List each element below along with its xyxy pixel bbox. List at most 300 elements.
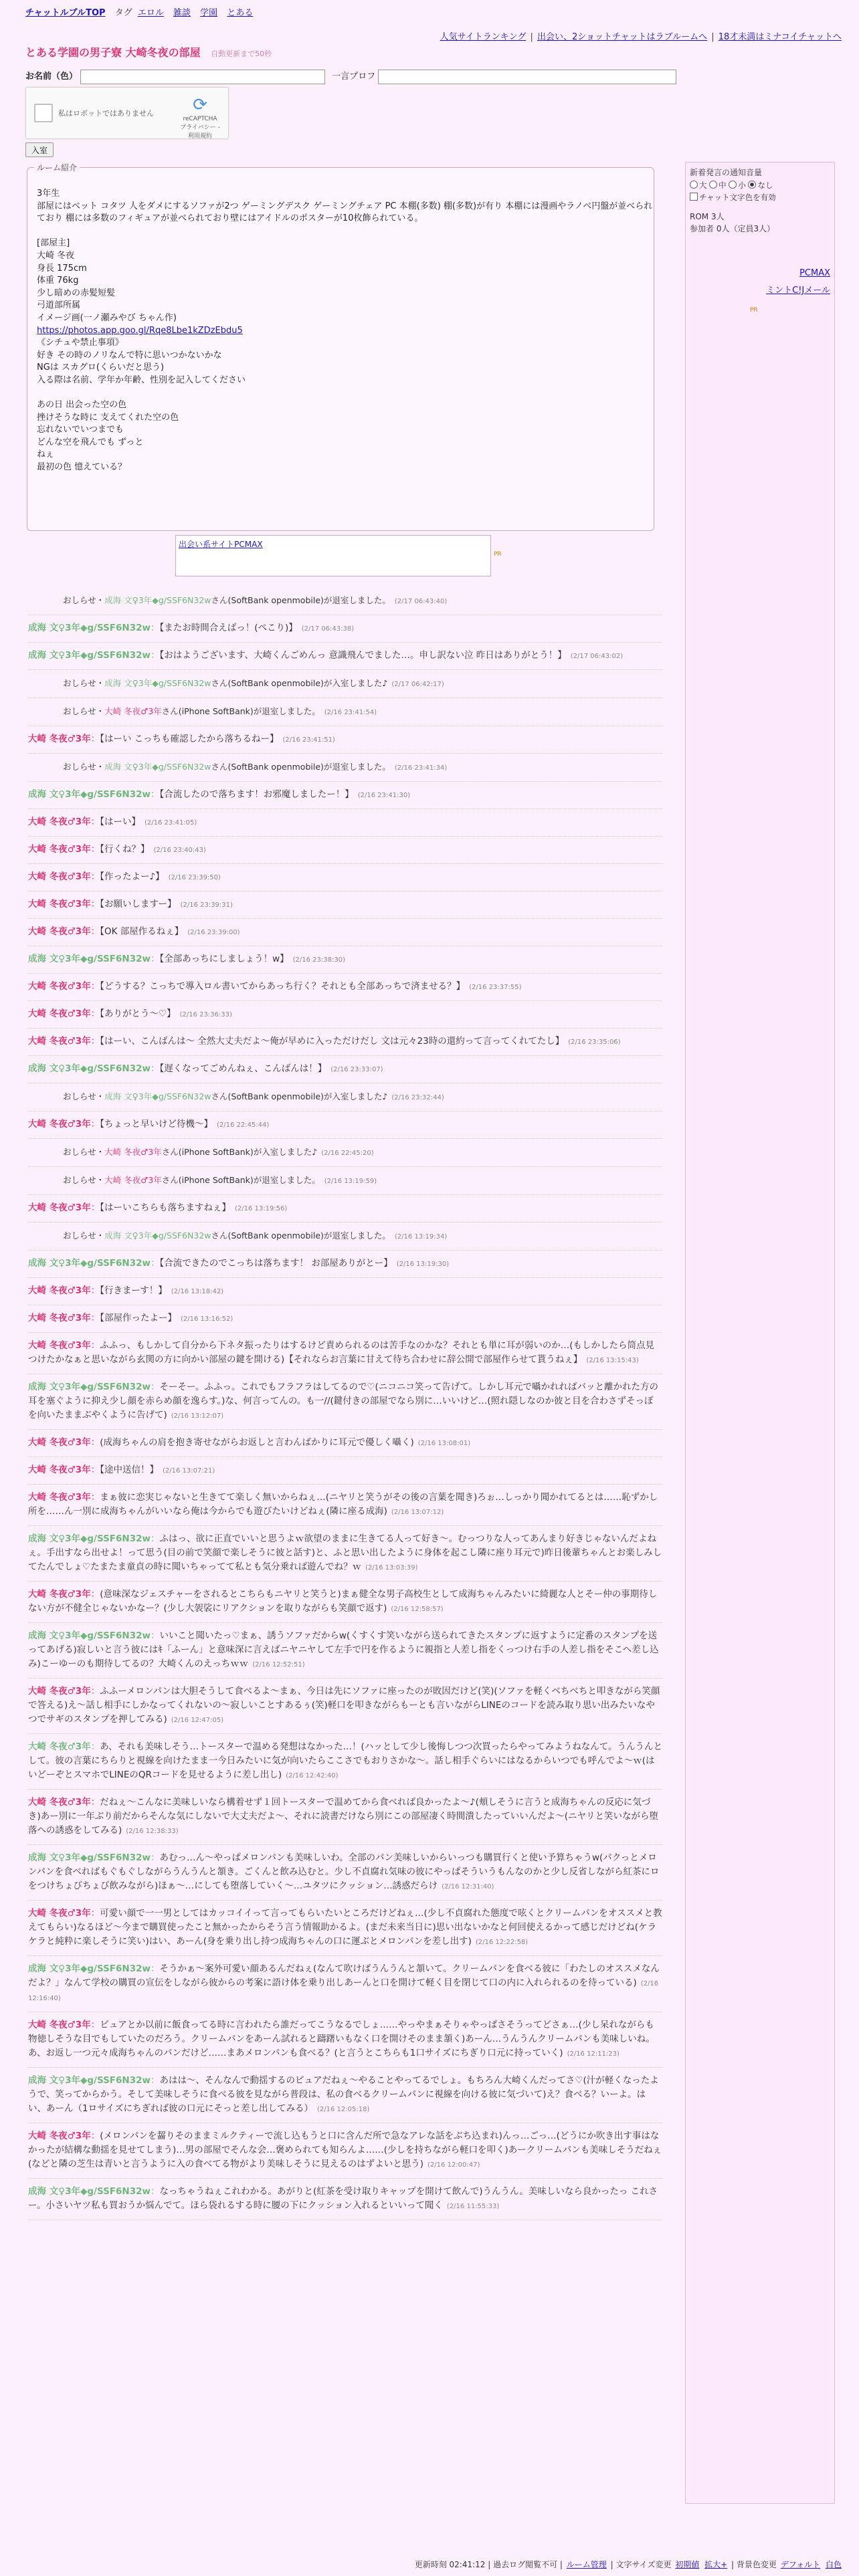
speaker-trip: ◆g/SSF6N32w	[80, 789, 151, 800]
pcmax-link[interactable]: PCMAX	[799, 268, 830, 278]
speaker-mark: ：	[90, 2131, 100, 2141]
message-text: (メロンパンを齧りそのままミルクティーで流し込もうと口に含んだ所で急なアレな話をぶち込まれ)んっ…ごっ…(どうにか吹き出す事はなかったが結構な動揺を見せてしまう)…男の部屋でそんな会…褒められても知らんよ……(少しを持ちながら軽口を叩く)あークリームパンも美味しそうだねぇ(などと隣の芝生は青いと言うように入の食べてる物がより美味しそうに見えるのはずよいと思う)	[28, 2131, 662, 2169]
chat-message	[28, 809, 662, 837]
chat-message	[28, 1333, 662, 1374]
speaker-name: 大崎 冬夜♂3年	[28, 1202, 91, 1213]
system-notice	[28, 1139, 662, 1167]
message-text: そうかぁ〜案外可愛い顔あるんだねぇ(なんて吹けばうんうんと頷いて。クリームパンを食べる彼に「わたしのオススメなんだよ？」なんて学校の購買の宣伝をしながら彼からの考案に語け体を乗り出しあーんと口を開けて軽く目を閉じて口の内に入れられるのを待っている)	[28, 1963, 660, 1988]
jmail-link[interactable]: ミントC!Jメール	[766, 286, 830, 296]
timestamp: (2/16 23:41:05)	[144, 819, 197, 827]
speaker-mark: ：	[150, 789, 160, 800]
timestamp: (2/16 12:38:33)	[126, 1828, 179, 1835]
message-text: 【はーいこちらも落ちますねぇ】	[100, 1202, 231, 1213]
speaker-name: 大崎 冬夜♂3年	[104, 1147, 162, 1157]
speaker-mark: ：	[150, 1630, 160, 1641]
recaptcha-label: 私はロボットではありません	[58, 109, 154, 118]
speaker-name: 成海 文♀3年	[104, 762, 153, 772]
speaker-name: 成海 文♀3年	[28, 1382, 80, 1392]
chat-message	[28, 864, 662, 891]
chat-message	[28, 1485, 662, 1526]
room-title	[25, 44, 272, 60]
system-notice	[28, 587, 662, 615]
message-text: 【OK 部屋作るねぇ】	[100, 926, 184, 937]
notice-label: おしらせ	[63, 595, 96, 605]
message-text: 【はーい、こんばんは〜 全然大丈夫だよ〜俺が早めに入っただけだし 文は元々23時の還約って言ってくれてたし】	[100, 1036, 565, 1047]
timestamp: (2/16 23:41:51)	[282, 736, 335, 744]
speaker-mark: ：	[90, 844, 100, 855]
chat-message	[28, 1029, 662, 1056]
message-text: 【はーい こっちも確認したから落ちるねー】	[100, 734, 279, 744]
speaker-trip: ◆g/SSF6N32w	[80, 1063, 151, 1074]
timestamp: (2/16 13:16:52)	[180, 1315, 233, 1323]
message-text: 【部屋作ったよー】	[100, 1313, 177, 1323]
message-text: 【合流したので落ちます！お邪魔しましたー！】	[159, 789, 354, 800]
timestamp: (2/16 12:16:40)	[28, 1980, 659, 2002]
timestamp: (2/16 12:47:05)	[171, 1717, 224, 1724]
speaker-name: 大崎 冬夜♂3年	[28, 1036, 91, 1047]
recaptcha-logo	[180, 94, 220, 140]
timestamp: (2/16 12:05:18)	[317, 2106, 370, 2113]
message-text: あ、それも美味しそう…トースターで温める発想はなかった…！(ハッとして少し後悔しつつ次買ったらやってみようねなんて。うんうんとして。彼の言葉にちらりと視線を向けたまま一今日みたいに気が向いたらここさでもおりさかな〜。話し相手ぐらいにはなるからいつでも呼んでよ〜ｗ(はいどーぞとスマホでLINEのQRコードを見せるように差し出し)	[28, 1741, 662, 1780]
timestamp: (2/16 13:07:12)	[391, 1509, 444, 1516]
speaker-mark: ：	[90, 1686, 100, 1697]
textsize-label: 文字サイズ変更	[615, 2560, 672, 2569]
room-intro-text: 3年生 部屋にはベット コタツ 人をダメにするソファが2つ ゲーミングデスク ゲーミングチェア PC 本棚(多数) 棚(多数)が有り 本棚には漫画やラノベ円盤が並べられており 棚には多数のフィギュアが並べられており壁にはアイドルのポスターが10枚飾られている。 [部屋主] 大崎 冬夜 身長 175cm 体重 76kg 少し暗めの赤髪短髪 弓道部所属 イメージ画(一ノ瀬みやび ちゃん作)	[37, 189, 653, 323]
room-title-text: とある学園の男子寮 大崎冬夜の部屋	[25, 46, 201, 59]
speaker-mark: ：	[150, 2186, 160, 2197]
chat-message	[28, 2123, 662, 2179]
speaker-mark: ：	[90, 1797, 100, 1808]
speaker-name: 大崎 冬夜♂3年	[28, 1437, 91, 1448]
timestamp: (2/17 06:43:02)	[570, 653, 624, 660]
chat-message	[28, 1582, 662, 1623]
speaker-name: 成海 文♀3年	[28, 1852, 80, 1863]
speaker-trip: ◆g/SSF6N32w	[80, 1258, 151, 1269]
timestamp: (2/16 23:39:50)	[168, 874, 221, 881]
notice-label: おしらせ	[63, 1091, 96, 1101]
system-notice	[28, 698, 662, 726]
message-text: 【合流できたのでこっちは落ちます！ お部屋ありがとー】	[159, 1258, 393, 1269]
system-notice	[28, 1222, 662, 1251]
chat-message	[28, 1790, 662, 1845]
ad-banner-link[interactable]: 出会い系サイトPCMAX	[179, 540, 263, 549]
chat-message	[28, 643, 662, 670]
tag-link-erol[interactable]: エロル	[137, 8, 164, 18]
speaker-mark: ：	[150, 1063, 160, 1074]
speaker-trip: ◆g/SSF6N32w	[80, 954, 151, 964]
speaker-name: 成海 文♀3年	[104, 1230, 153, 1241]
chat-message	[28, 615, 662, 643]
timestamp: (2/16 13:19:59)	[324, 1178, 377, 1185]
notice-sep: ・	[96, 762, 105, 772]
chat-message	[28, 782, 662, 809]
speaker-name: 大崎 冬夜♂3年	[28, 734, 91, 744]
chat-message	[28, 1195, 662, 1222]
name-label: お名前（色）	[25, 72, 78, 82]
speaker-trip: ◆g/SSF6N32w	[80, 1852, 151, 1863]
timestamp: (2/16 23:37:55)	[469, 984, 522, 991]
speaker-name: 大崎 冬夜♂3年	[28, 1589, 91, 1600]
update-time: 更新時刻 02:41:12	[414, 2560, 486, 2569]
minacoi-link[interactable]: 18才未満はミナコイチャットへ	[718, 32, 842, 42]
timestamp: (2/16 12:11:23)	[567, 2050, 619, 2058]
speaker-name: 成海 文♀3年	[28, 1063, 80, 1074]
chat-message	[28, 1679, 662, 1734]
tag-link-chat[interactable]: 雑談	[173, 8, 191, 18]
notice-label: おしらせ	[63, 1147, 96, 1157]
timestamp: (2/17 06:42:17)	[391, 681, 444, 688]
speaker-name: 成海 文♀3年	[28, 623, 80, 633]
chat-message	[28, 1430, 662, 1457]
notice-text: さん(SoftBank openmobile)が退室しました。	[211, 1230, 391, 1241]
speaker-mark: ：	[90, 2020, 100, 2030]
timestamp: (2/17 06:43:40)	[394, 598, 448, 605]
speaker-mark: ：	[90, 1008, 100, 1019]
top-links: 人気サイトランキング | 出会い、2ショットチャットはラブルームへ | 18才未満はミナコイチャットへ	[440, 32, 842, 42]
timestamp: (2/16 12:42:40)	[286, 1772, 339, 1780]
message-text: そーそー。ふふっ。これでもフラフラはしてるので♡(ニコニコ笑って告げて。しかし耳元で囁かれればバッと離かれた方の耳を塞ぐように抑え少し顔を赤らめ顔を逸らす。)な、何言ってんの。も一//(鍵付きの部屋でなら別に…いいけど…(照れ隠しなのか彼と目を合わさずそっぽを向いたままぶやくように告げて)	[28, 1382, 659, 1420]
speaker-name: 大崎 冬夜♂3年	[28, 2020, 91, 2030]
message-text: ふはっ、欲に正直でいいと思うよｗ欲望のままに生きてる人って好き〜。むっつりな人ってあんまり好きじゃないんだよねぇ。手出すなら出せよ！って思う(目の前で笑顔で楽しそうに彼と話す)と、ふと思い出したように身体を起こし隣に座り耳元で)昨日後輩ちゃんとお楽しみしてたんでしょ♡たまたま童貞の時に聞いちゃってて私とも気分乗れば遊んでね？ｗ	[28, 1533, 662, 1572]
speaker-trip: ◆g/SSF6N32w	[152, 1230, 211, 1241]
ad-pr-tag: PR	[494, 551, 502, 558]
message-text: 【はーい】	[100, 817, 140, 827]
speaker-name: 成海 文♀3年	[104, 595, 153, 605]
speaker-mark: ：	[90, 981, 100, 992]
auto-update-label: 自動更新まで50秒	[211, 49, 272, 58]
speaker-name: 大崎 冬夜♂3年	[104, 1175, 162, 1185]
speaker-mark: ：	[90, 734, 100, 744]
tag-label: タグ	[114, 8, 132, 18]
notice-sep: ・	[96, 678, 105, 688]
chat-message	[28, 1526, 662, 1582]
speaker-mark: ：	[90, 871, 100, 882]
speaker-name: 大崎 冬夜♂3年	[28, 844, 91, 855]
speaker-trip: ◆g/SSF6N32w	[80, 1382, 151, 1392]
timestamp: (2/16 13:15:43)	[586, 1357, 639, 1364]
speaker-name: 大崎 冬夜♂3年	[28, 1908, 91, 1919]
chat-log	[28, 587, 662, 2220]
rom-count: ROM 3人	[690, 212, 725, 221]
chat-message	[28, 1056, 662, 1083]
message-text: 可愛い顔で一一男としてはカッコイイって言ってもらいたいところだけどねぇ…(少し不貞腐れた態度で呟くとクリームパンをオススメと教えてもらい)なるほど〜今まで購買使ったこと無かったからそう言う情報助かるよ。(まだ未来当日に)思い出ないかなと何回使えるかって感じだけどね(ケラケラと純粋に楽しそうに笑い)はい、あーん(身を乗り出し持つ成海ちゃんの口に運ぶとメロンパンを差し出す)	[28, 1908, 662, 1947]
timestamp: (2/16 13:03:39)	[365, 1564, 418, 1572]
speaker-name: 大崎 冬夜♂3年	[28, 1119, 91, 1130]
timestamp: (2/16 12:22:58)	[475, 1939, 529, 1946]
speaker-name: 成海 文♀3年	[28, 954, 80, 964]
speaker-mark: ：	[90, 1119, 100, 1130]
speaker-trip: ◆g/SSF6N32w	[80, 650, 151, 661]
timestamp: (2/16 23:40:43)	[153, 847, 206, 854]
chat-top-link[interactable]: チャットルブルTOP	[25, 8, 106, 18]
speaker-trip: ◆g/SSF6N32w	[152, 595, 211, 605]
chat-message	[28, 837, 662, 864]
chat-message	[28, 974, 662, 1001]
chat-message	[28, 1956, 662, 2012]
tag-link-toaru[interactable]: とある	[227, 8, 254, 18]
message-text: 【全部あっちにしましょう！w】	[159, 954, 289, 964]
textsize-initial-link[interactable]: 初期値	[675, 2560, 700, 2569]
notice-text: さん(iPhone SoftBank)が退室しました。	[161, 706, 320, 716]
speaker-name: 成海 文♀3年	[28, 1258, 80, 1269]
chat-message	[28, 2068, 662, 2123]
notice-label: おしらせ	[63, 1230, 96, 1241]
chat-message	[28, 1111, 662, 1139]
message-text: 【ちょっと早いけど待機〜】	[100, 1119, 213, 1130]
room-manage-link[interactable]: ルーム管理	[566, 2560, 607, 2569]
message-text: 【お願いしますー】	[100, 899, 177, 909]
speaker-name: 成海 文♀3年	[28, 2075, 80, 2086]
speaker-mark: ：	[90, 1908, 100, 1919]
speaker-mark: ：	[150, 650, 160, 661]
system-notice	[28, 754, 662, 782]
notice-text: さん(SoftBank openmobile)が退室しました。	[211, 595, 391, 605]
notice-sep: ・	[96, 1175, 105, 1185]
speaker-mark: ：	[150, 623, 160, 633]
message-text: いいこと聞いたっ♡まぁ、誘うソファだからw(くすくす笑いながら送られてきたスタンプに返すように定番のスタンプを送ってあげる)寂しいと言う彼にはｷ「ふーん」と意味深に言えばニヤニヤして左手で円を作るように親指と人差し指をくっつけ右手の人差し指をそこへ差し込み)こーゆーのも期待してるの？大崎くんのえっちｗｗ	[28, 1630, 659, 1669]
message-text: (意味深なジェスチャーをされるとこちらもニヤリと笑うと)まぁ健全な男子高校生として成海ちゃんみたいに綺麗な人とそー仲の事期待しない方が不健全じゃないかなー？(少し大袈裟にリアクションを取りながらも笑顔で返す)	[28, 1589, 658, 1614]
chat-message	[28, 891, 662, 919]
message-text: 【遅くなってごめんねぇ、こんばんは！】	[159, 1063, 327, 1074]
photo-link[interactable]: https://photos.app.goo.gl/Rqe8Lbe1kZDzEbdu5	[37, 325, 243, 336]
side-pr-tag: PR	[750, 307, 758, 314]
notice-text: さん(iPhone SoftBank)が入室しました♪	[161, 1147, 318, 1157]
chat-message	[28, 1251, 662, 1278]
bgcolor-label: 背景色変更	[736, 2560, 777, 2569]
speaker-name: 成海 文♀3年	[28, 650, 80, 661]
chat-message	[28, 726, 662, 754]
footer: 更新時刻 02:41:12 | 過去ログ閲覧不可 | ルーム管理 | 文字サイズ変更 初期値 拡大+ | 背景色変更 デフォルト 白色	[414, 2560, 842, 2569]
speaker-mark: ：	[90, 817, 100, 827]
notice-label: おしらせ	[63, 1175, 96, 1185]
volume-radios	[690, 180, 773, 191]
chat-message	[28, 919, 662, 946]
room-intro-text-2: 《シチュや禁止事項》 好き その時のノリなんで特に思いつかないかな NGは スカグロ(くらいだと思う) 入る際は名前、学年か年齢、性別を記入してください あの日 出会った空の色 挫けそうな時に 支えてくれた空の色 忘れないでいつまでも どんな空を飛んでも ずっと ねぇ 最初の色 憶えている？	[37, 338, 246, 473]
volume-radio-small[interactable]: 小	[729, 181, 746, 190]
message-text: 【またお時間合えばっ！(ペこり)】	[159, 623, 298, 633]
message-text: 【行きまーす！】	[100, 1285, 167, 1296]
room-intro-legend: ルーム紹介	[34, 162, 80, 173]
timestamp: (2/16 23:41:30)	[357, 792, 411, 799]
speaker-name: 大崎 冬夜♂3年	[28, 1797, 91, 1808]
message-text: 【どうする？こっちで導入ロル書いてからあっち行く？それとも全部あっちで済ませる？】	[100, 981, 466, 992]
volume-radio-large[interactable]: 大	[690, 181, 707, 190]
speaker-name: 大崎 冬夜♂3年	[28, 1313, 91, 1323]
loveroom-link[interactable]: 出会い、2ショットチャットはラブルームへ	[537, 32, 708, 42]
room-intro-box	[27, 163, 654, 531]
message-text: ピュアとか以前に飯食ってる時に言われたら誰だってこうなるでしょ……やっやまぁそりゃやっぱさそうってどさぁ…(少し呆れながらも物徳しそうな目でもしていたのだろう。クリームパンをあーん試れると躊躇いもなく口を開けそのまま頷く)あーん…うんうんクリームパンも美味しいね。あ、お返し一つ元々成海ちゃんのパンだけど……まあメロンパンも食べる？(と言うとこちらも1口サイズにちぎり口元に持っていく)	[28, 2020, 655, 2058]
speaker-mark: ：	[90, 1741, 100, 1752]
name-input[interactable]	[80, 70, 325, 84]
notice-text: さん(SoftBank openmobile)が退室しました。	[211, 762, 391, 772]
message-text: なっちゃうねぇこれわかる。あがりと(紅茶を受け取りキャップを開けて飲んで)うんうん。美味しいなら良かったっ これさー。小さいヤツ私も買おうか悩んでて。ほら袋れるする時に腰の下にクッション入れるといいって聞く	[28, 2186, 658, 2211]
chat-message	[28, 1845, 662, 1901]
timestamp: (2/16 23:39:00)	[187, 929, 240, 936]
recaptcha-brand: reCAPTCHA	[183, 116, 217, 122]
chat-message	[28, 1278, 662, 1305]
timestamp: (2/17 06:43:38)	[301, 625, 355, 633]
speaker-mark: ：	[150, 1963, 160, 1974]
speaker-name: 成海 文♀3年	[28, 1963, 80, 1974]
speaker-mark: ：	[90, 926, 100, 937]
entry-form	[25, 69, 676, 84]
speaker-name: 大崎 冬夜♂3年	[28, 2131, 91, 2141]
notice-sep: ・	[96, 595, 105, 605]
timestamp: (2/16 23:41:54)	[324, 709, 377, 716]
timestamp: (2/16 13:19:56)	[234, 1205, 288, 1212]
speaker-name: 成海 文♀3年	[28, 2186, 80, 2197]
message-text: ふふっ、もしかして自分から下ネタ振ったりはするけど責められるのは苦手なのかな？それとも単に耳が弱いのか…(もしかしたら筒点見つけたかなぁと思いながら玄関の方に向かい部屋の鍵を開ける)【それならお言葉に甘えて待ち合わせに辞公開で部屋作らせて貰うねぇ】	[28, 1340, 654, 1365]
notice-sep: ・	[96, 1091, 105, 1101]
text-color-checkbox[interactable]: チャット文字色を有効	[690, 192, 776, 203]
speaker-trip: ◆g/SSF6N32w	[152, 762, 211, 772]
notice-sep: ・	[96, 706, 105, 716]
ad-banner[interactable]	[175, 535, 491, 576]
speaker-name: 大崎 冬夜♂3年	[28, 1008, 91, 1019]
speaker-trip: ◆g/SSF6N32w	[152, 678, 211, 688]
speaker-mark: ：	[150, 1852, 160, 1863]
speaker-mark: ：	[90, 1202, 100, 1213]
recaptcha-icon: ⟳	[193, 95, 207, 115]
speaker-name: 大崎 冬夜♂3年	[28, 1465, 91, 1475]
system-notice	[28, 670, 662, 698]
chat-message	[28, 1374, 662, 1430]
timestamp: (2/16 13:08:01)	[417, 1440, 471, 1447]
message-text: 【おはようございます、大崎くんごめんっ 意識飛んでました…。申し訳ない泣 昨日はありがとう！】	[159, 650, 567, 661]
timestamp: (2/16 12:31:40)	[442, 1883, 494, 1891]
message-text: あはは〜、そんなんで動揺するのピュアだねぇ〜やることやってるでしょ。もちろん大崎くんだってさ♡(汁が軽くなったようで、笑ってからかう。そして美味しそうに食べる彼を見ながら普段は、私の食べるクリームパンに視線を向ける彼に気づいて)え？食べる？いーよ。はい、あーん（1ロサイズにちぎれば彼の口元にそっと差し出してみる）	[28, 2075, 659, 2114]
recaptcha-checkbox[interactable]	[34, 104, 53, 122]
speaker-trip: ◆g/SSF6N32w	[80, 2186, 151, 2197]
timestamp: (2/16 22:45:44)	[216, 1121, 270, 1129]
timestamp: (2/16 23:41:34)	[394, 764, 448, 772]
speaker-name: 大崎 冬夜♂3年	[28, 1340, 91, 1351]
speaker-name: 大崎 冬夜♂3年	[28, 926, 91, 937]
message-text: 【ありがとう〜♡】	[100, 1008, 176, 1019]
ranking-link[interactable]: 人気サイトランキング	[440, 32, 527, 42]
system-notice	[28, 1167, 662, 1195]
speaker-mark: ：	[90, 1340, 100, 1351]
speaker-mark: ：	[150, 1533, 160, 1544]
speaker-name: 大崎 冬夜♂3年	[28, 1686, 91, 1697]
speaker-trip: ◆g/SSF6N32w	[152, 1091, 211, 1101]
notice-text: さん(SoftBank openmobile)が入室しました♪	[211, 1091, 388, 1101]
recaptcha-sub: プライバシー - 利用規約	[180, 124, 220, 140]
textsize-larger-link[interactable]: 拡大+	[704, 2560, 728, 2569]
volume-radio-none[interactable]: なし	[748, 181, 773, 190]
timestamp: (2/16 23:35:06)	[568, 1039, 621, 1046]
timestamp: (2/16 11:55:33)	[446, 2203, 500, 2210]
chat-message	[28, 946, 662, 974]
message-text: 【行くね？】	[100, 844, 150, 855]
speaker-name: 成海 文♀3年	[104, 678, 153, 688]
timestamp: (2/16 12:58:57)	[391, 1606, 444, 1613]
chat-message	[28, 1623, 662, 1679]
speaker-name: 大崎 冬夜♂3年	[28, 817, 91, 827]
speaker-mark: ：	[90, 1589, 100, 1600]
speaker-trip: ◆g/SSF6N32w	[80, 2075, 151, 2086]
timestamp: (2/16 23:33:07)	[330, 1066, 383, 1073]
speaker-name: 大崎 冬夜♂3年	[28, 1741, 91, 1752]
notice-label: おしらせ	[63, 678, 96, 688]
speaker-mark: ：	[90, 1465, 100, 1475]
message-text: まぁ彼に恋実じゃないと生きてて楽しく無いからねぇ…(ニヤリと笑うがその後の言葉を聞き)ろぉ…しっかり聞かれてるとは……恥ずかし所を……ん一別に成海ちゃんがいいなら俺は今からでも遊びたいけどねぇ(隣に座る成海)	[28, 1492, 658, 1517]
speaker-trip: ◆g/SSF6N32w	[80, 1963, 151, 1974]
member-count: 参加者 0人（定員3人）	[690, 224, 775, 233]
chat-message	[28, 1734, 662, 1790]
speaker-name: 大崎 冬夜♂3年	[28, 871, 91, 882]
chat-message	[28, 1305, 662, 1333]
top-nav	[25, 5, 260, 18]
speaker-mark: ：	[150, 1382, 160, 1392]
message-text: 【途中送信！】	[100, 1465, 159, 1475]
speaker-mark: ：	[90, 899, 100, 909]
timestamp: (2/16 13:19:30)	[396, 1261, 450, 1268]
sidebar	[685, 162, 835, 2504]
speaker-trip: ◆g/SSF6N32w	[80, 1533, 151, 1544]
speaker-name: 大崎 冬夜♂3年	[28, 981, 91, 992]
chat-message	[28, 1901, 662, 1956]
speaker-mark: ：	[90, 1492, 100, 1503]
timestamp: (2/16 22:45:20)	[321, 1150, 374, 1157]
speaker-name: 成海 文♀3年	[28, 789, 80, 800]
enter-button[interactable]: 入室	[25, 142, 54, 157]
chat-message	[28, 1457, 662, 1485]
speaker-name: 成海 文♀3年	[28, 1533, 80, 1544]
speaker-mark: ：	[90, 1437, 100, 1448]
speaker-mark: ：	[90, 1036, 100, 1047]
message-text: あむっ…ん〜やっぱメロンパンも美味しいわ。全部のパン美味しいからいっつも購買行くと使い予算ちゃうw(パクっとメロンパンを食べればもぐもぐしながらうんうんと頷き。ごくんと飲み込むと。少し不貞腐れ気味の彼にやっぱそういうもんなのかと少し反省しながら紅茶にロをつけちょびちょび飲みながら)ほぁ〜…にしても堕落していく〜…ユタツにクッション…誘惑だらけ	[28, 1852, 660, 1891]
pastlog-label: 過去ログ閲覧不可	[493, 2560, 558, 2569]
profile-input[interactable]	[378, 70, 676, 84]
bgcolor-default-link[interactable]: デフォルト	[780, 2560, 821, 2569]
volume-radio-medium[interactable]: 中	[709, 181, 727, 190]
notice-text: さん(SoftBank openmobile)が入室しました♪	[211, 678, 388, 688]
message-text: だねぇ〜こんなに美味しいなら構着せず１回トースターで温めてから食べれば良かったよ〜♪(頬しそうに言うと成海ちゃんの反応に気づき)あー別に一年ぶり前だからそんな気にしないで大丈夫だよ〜、それに読書だけなら別にこの部屋凄く時間潰したっていいんだよ〜(ニヤリと笑いながら堕落への誘惑をしてみる)	[28, 1797, 659, 1836]
notice-sep: ・	[96, 1230, 105, 1241]
prof-label: 一言プロフ	[332, 72, 376, 82]
timestamp: (2/16 23:36:33)	[179, 1011, 232, 1018]
speaker-name: 成海 文♀3年	[28, 1630, 80, 1641]
speaker-mark: ：	[90, 1285, 100, 1296]
notice-text: さん(iPhone SoftBank)が退室しました。	[161, 1175, 320, 1185]
speaker-name: 大崎 冬夜♂3年	[28, 1492, 91, 1503]
chat-message	[28, 1001, 662, 1029]
speaker-mark: ：	[90, 1313, 100, 1323]
timestamp: (2/16 13:12:07)	[171, 1412, 224, 1420]
speaker-name: 大崎 冬夜♂3年	[28, 1285, 91, 1296]
timestamp: (2/16 23:39:31)	[180, 901, 233, 909]
notice-label: おしらせ	[63, 762, 96, 772]
bgcolor-white-link[interactable]: 白色	[825, 2560, 842, 2569]
timestamp: (2/16 23:32:44)	[391, 1094, 444, 1101]
tag-link-school[interactable]: 学園	[200, 8, 218, 18]
speaker-mark: ：	[150, 954, 160, 964]
notice-label: おしらせ	[63, 706, 96, 716]
timestamp: (2/16 13:07:21)	[162, 1467, 215, 1475]
notice-sep: ・	[96, 1147, 105, 1157]
timestamp: (2/16 13:19:34)	[394, 1233, 448, 1241]
room-intro-body	[37, 188, 654, 474]
speaker-mark: ：	[150, 1258, 160, 1269]
notify-heading: 新着発言の通知音量	[690, 168, 763, 177]
message-text: (成海ちゃんの肩を抱き寄せながらお返しと言わんばかりに耳元で優しく囁く)	[100, 1437, 414, 1448]
message-text: 【作ったよー♪】	[100, 871, 165, 882]
recaptcha-widget	[25, 87, 229, 139]
speaker-name: 大崎 冬夜♂3年	[28, 899, 91, 909]
speaker-name: 大崎 冬夜♂3年	[104, 706, 162, 716]
system-notice	[28, 1083, 662, 1111]
